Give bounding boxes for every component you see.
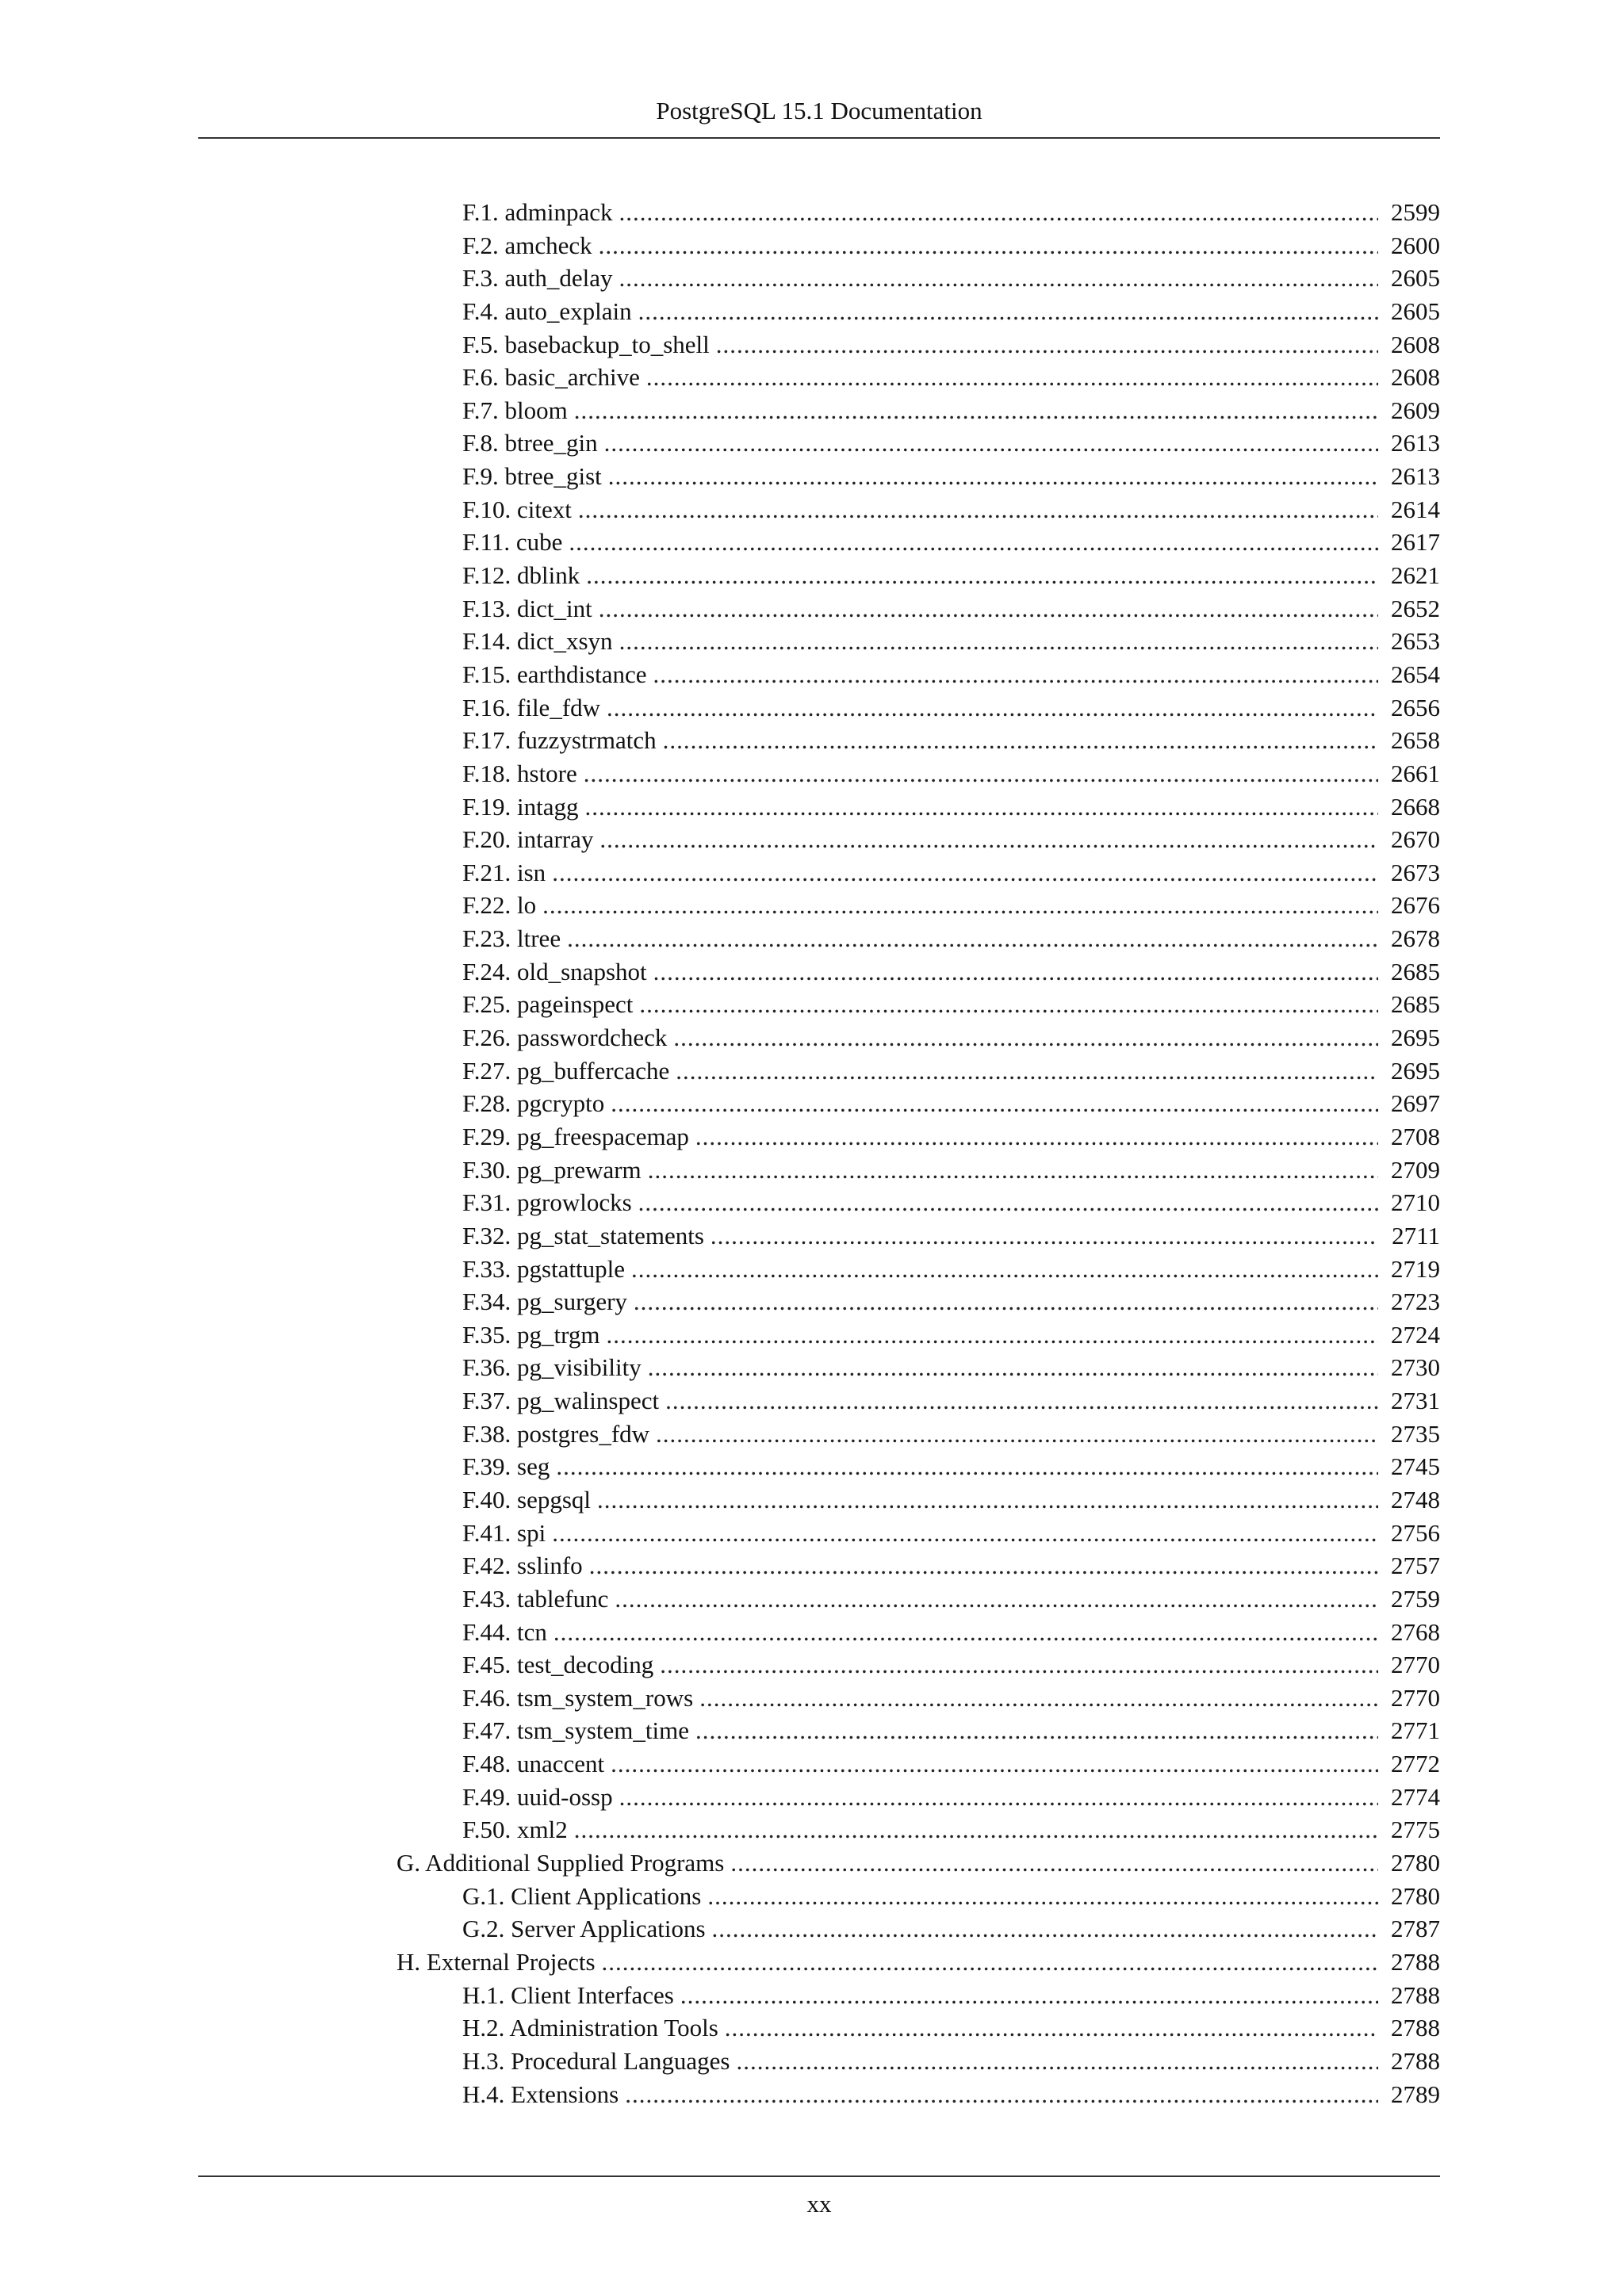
- toc-entry[interactable]: [0, 295, 1624, 328]
- toc-entry-label: F.43. tablefunc: [462, 1584, 609, 1613]
- toc-entry[interactable]: [0, 559, 1624, 592]
- toc-entry-page-number: 2759: [1391, 1584, 1440, 1613]
- toc-entry[interactable]: [0, 1120, 1624, 1154]
- toc-entry-label: F.28. pgcrypto: [462, 1089, 605, 1118]
- toc-entry[interactable]: [0, 1582, 1624, 1616]
- dot-leader: [619, 1781, 1378, 1814]
- toc-entry-page-number: 2676: [1391, 891, 1440, 920]
- toc-entry-page-number: 2609: [1391, 396, 1440, 424]
- dot-leader: [676, 1054, 1378, 1088]
- toc-entry[interactable]: [0, 889, 1624, 922]
- toc-entry[interactable]: [0, 361, 1624, 394]
- toc-entry[interactable]: [0, 1714, 1624, 1747]
- toc-entry-page-number: 2768: [1391, 1617, 1440, 1646]
- toc-entry-page-number: 2719: [1391, 1254, 1440, 1283]
- toc-entry-label: F.44. tcn: [462, 1617, 547, 1646]
- toc-entry-label: F.20. intarray: [462, 825, 594, 854]
- dot-leader: [634, 1285, 1378, 1318]
- dot-leader: [653, 955, 1378, 989]
- toc-entry[interactable]: [0, 196, 1624, 229]
- toc-entry-page-number: 2709: [1391, 1155, 1440, 1184]
- toc-entry[interactable]: [0, 1450, 1624, 1483]
- toc-entry-label: F.35. pg_trgm: [462, 1320, 600, 1349]
- toc-entry[interactable]: [0, 658, 1624, 691]
- toc-entry[interactable]: [0, 1517, 1624, 1550]
- toc-entry[interactable]: [0, 1318, 1624, 1352]
- toc-entry-label: F.26. passwordcheck: [462, 1024, 668, 1052]
- dot-leader: [615, 1582, 1378, 1616]
- toc-entry-page-number: 2670: [1391, 825, 1440, 854]
- toc-entry-label: F.27. pg_buffercache: [462, 1056, 670, 1085]
- toc-entry[interactable]: [0, 493, 1624, 526]
- toc-entry-page-number: 2772: [1391, 1750, 1440, 1778]
- toc-entry-label: G. Additional Supplied Programs: [396, 1849, 725, 1877]
- toc-entry[interactable]: [0, 1880, 1624, 1913]
- toc-entry[interactable]: [0, 427, 1624, 460]
- toc-entry-page-number: 2708: [1391, 1122, 1440, 1150]
- toc-entry[interactable]: [0, 1483, 1624, 1517]
- toc-entry-label: F.7. bloom: [462, 396, 568, 424]
- toc-entry[interactable]: [0, 691, 1624, 725]
- toc-entry-page-number: 2614: [1391, 495, 1440, 523]
- dot-leader: [638, 295, 1378, 328]
- toc-entry-label: F.3. auth_delay: [462, 264, 613, 293]
- toc-entry-label: F.16. file_fdw: [462, 693, 601, 721]
- toc-entry-label: F.45. test_decoding: [462, 1651, 654, 1679]
- dot-leader: [656, 1418, 1378, 1451]
- toc-entry[interactable]: [0, 1846, 1624, 1880]
- toc-entry-page-number: 2613: [1391, 429, 1440, 457]
- toc-entry-page-number: 2613: [1391, 462, 1440, 491]
- dot-leader: [599, 229, 1378, 262]
- dot-leader: [602, 1946, 1378, 1979]
- toc-entry[interactable]: [0, 1946, 1624, 1979]
- toc-entry-label: F.25. pageinspect: [462, 990, 634, 1019]
- toc-entry[interactable]: [0, 1087, 1624, 1120]
- toc-entry-label: H.2. Administration Tools: [462, 2014, 718, 2042]
- toc-entry-page-number: 2656: [1391, 693, 1440, 721]
- toc-entry[interactable]: [0, 1549, 1624, 1582]
- toc-entry-page-number: 2756: [1391, 1518, 1440, 1547]
- toc-entry-page-number: 2771: [1391, 1716, 1440, 1745]
- toc-entry-page-number: 2652: [1391, 594, 1440, 622]
- dot-leader: [552, 1517, 1378, 1550]
- toc-entry-page-number: 2724: [1391, 1320, 1440, 1349]
- toc-entry[interactable]: [0, 823, 1624, 856]
- dot-leader: [625, 2078, 1378, 2111]
- toc-entry-page-number: 2697: [1391, 1089, 1440, 1118]
- dot-leader: [586, 559, 1378, 592]
- toc-entry-page-number: 2608: [1391, 363, 1440, 392]
- toc-entry-label: F.33. pgstattuple: [462, 1254, 626, 1283]
- toc-entry-label: F.36. pg_visibility: [462, 1353, 642, 1382]
- toc-entry-label: F.12. dblink: [462, 561, 580, 590]
- toc-entry-page-number: 2770: [1391, 1651, 1440, 1679]
- dot-leader: [660, 1648, 1378, 1682]
- dot-leader: [699, 1682, 1378, 1715]
- dot-leader: [673, 1021, 1378, 1054]
- dot-leader: [553, 1616, 1378, 1649]
- toc-entry-page-number: 2673: [1391, 858, 1440, 886]
- toc-entry-page-number: 2658: [1391, 726, 1440, 755]
- toc-entry[interactable]: [0, 592, 1624, 626]
- toc-entry-label: F.32. pg_stat_statements: [462, 1221, 704, 1249]
- toc-entry-label: F.2. amcheck: [462, 231, 592, 259]
- toc-entry-page-number: 2780: [1391, 1849, 1440, 1877]
- toc-entry-label: F.42. sslinfo: [462, 1552, 583, 1580]
- toc-entry-label: F.49. uuid-ossp: [462, 1782, 613, 1811]
- toc-entry-label: F.23. ltree: [462, 924, 561, 953]
- toc-entry[interactable]: [0, 262, 1624, 295]
- toc-entry[interactable]: [0, 1418, 1624, 1451]
- toc-entry-label: F.1. adminpack: [462, 198, 613, 226]
- toc-entry[interactable]: [0, 1186, 1624, 1219]
- toc-entry-page-number: 2695: [1391, 1024, 1440, 1052]
- toc-entry-page-number: 2605: [1391, 297, 1440, 325]
- toc-entry-page-number: 2787: [1391, 1915, 1440, 1943]
- dot-leader: [607, 691, 1378, 725]
- toc-entry-page-number: 2685: [1391, 990, 1440, 1019]
- toc-entry-page-number: 2668: [1391, 792, 1440, 821]
- dot-leader: [604, 427, 1378, 460]
- toc-entry[interactable]: [0, 1781, 1624, 1814]
- toc-entry-page-number: 2608: [1391, 330, 1440, 358]
- toc-entry-page-number: 2621: [1391, 561, 1440, 590]
- toc-entry[interactable]: [0, 1285, 1624, 1318]
- toc-entry-label: F.21. isn: [462, 858, 546, 886]
- toc-entry-label: F.29. pg_freespacemap: [462, 1122, 689, 1150]
- dot-leader: [663, 724, 1378, 757]
- toc-entry-page-number: 2774: [1391, 1782, 1440, 1811]
- toc-entry-label: F.11. cube: [462, 528, 563, 557]
- toc-entry-label: F.34. pg_surgery: [462, 1288, 627, 1316]
- toc-entry-page-number: 2788: [1391, 1947, 1440, 1976]
- dot-leader: [648, 1154, 1378, 1187]
- toc-entry[interactable]: [0, 1054, 1624, 1088]
- dot-leader: [653, 658, 1378, 691]
- toc-entry-label: F.24. old_snapshot: [462, 957, 647, 985]
- toc-entry-page-number: 2748: [1391, 1485, 1440, 1513]
- toc-entry-label: F.22. lo: [462, 891, 537, 920]
- toc-entry-label: F.8. btree_gin: [462, 429, 598, 457]
- dot-leader: [611, 1087, 1378, 1120]
- toc-entry-label: H.3. Procedural Languages: [462, 2046, 730, 2075]
- toc-entry-label: F.38. postgres_fdw: [462, 1419, 650, 1448]
- toc-entry-page-number: 2695: [1391, 1056, 1440, 1085]
- toc-entry-label: H.1. Client Interfaces: [462, 1980, 674, 2009]
- toc-entry[interactable]: [0, 2045, 1624, 2078]
- table-of-contents: [0, 196, 1624, 2110]
- toc-entry-page-number: 2730: [1391, 1353, 1440, 1382]
- toc-entry-page-number: 2654: [1391, 660, 1440, 688]
- dot-leader: [631, 1253, 1378, 1286]
- toc-entry[interactable]: [0, 2078, 1624, 2111]
- dot-leader: [730, 1846, 1378, 1880]
- toc-entry[interactable]: [0, 328, 1624, 362]
- toc-entry-page-number: 2723: [1391, 1288, 1440, 1316]
- toc-entry-label: H. External Projects: [396, 1947, 596, 1976]
- dot-leader: [608, 460, 1378, 493]
- dot-leader: [597, 1483, 1378, 1517]
- toc-entry[interactable]: [0, 1219, 1624, 1253]
- toc-entry-page-number: 2600: [1391, 231, 1440, 259]
- dot-leader: [574, 1813, 1378, 1846]
- toc-entry-label: F.50. xml2: [462, 1816, 568, 1844]
- toc-entry-page-number: 2789: [1391, 2080, 1440, 2108]
- toc-entry[interactable]: [0, 1747, 1624, 1781]
- header-rule: [198, 137, 1440, 139]
- toc-entry-label: F.6. basic_archive: [462, 363, 640, 392]
- dot-leader: [619, 196, 1378, 229]
- toc-entry-label: F.31. pgrowlocks: [462, 1188, 632, 1217]
- dot-leader: [680, 1979, 1378, 2012]
- page-number: xx: [806, 2190, 832, 2218]
- dot-leader: [665, 1384, 1378, 1418]
- dot-leader: [648, 1351, 1378, 1384]
- dot-leader: [707, 1880, 1378, 1913]
- toc-entry[interactable]: [0, 955, 1624, 989]
- toc-entry[interactable]: [0, 526, 1624, 559]
- toc-entry-page-number: 2653: [1391, 627, 1440, 656]
- dot-leader: [552, 856, 1378, 890]
- dot-leader: [567, 922, 1378, 955]
- dot-leader: [695, 1714, 1378, 1747]
- toc-entry-label: F.19. intagg: [462, 792, 579, 821]
- toc-entry-label: F.9. btree_gist: [462, 462, 602, 491]
- toc-entry[interactable]: [0, 1616, 1624, 1649]
- toc-entry[interactable]: [0, 229, 1624, 262]
- dot-leader: [599, 823, 1378, 856]
- toc-entry[interactable]: [0, 790, 1624, 824]
- footer-rule: [198, 2175, 1440, 2177]
- toc-entry-page-number: 2770: [1391, 1683, 1440, 1712]
- dot-leader: [589, 1549, 1378, 1582]
- toc-entry[interactable]: [0, 625, 1624, 658]
- toc-entry-label: F.41. spi: [462, 1518, 546, 1547]
- toc-entry-page-number: 2780: [1391, 1881, 1440, 1910]
- dot-leader: [569, 526, 1378, 559]
- toc-entry-page-number: 2745: [1391, 1452, 1440, 1481]
- dot-leader: [716, 328, 1378, 362]
- toc-entry-page-number: 2757: [1391, 1552, 1440, 1580]
- dot-leader: [695, 1120, 1378, 1154]
- toc-entry[interactable]: [0, 460, 1624, 493]
- toc-entry-page-number: 2788: [1391, 1980, 1440, 2009]
- toc-entry-page-number: 2685: [1391, 957, 1440, 985]
- toc-entry-label: F.37. pg_walinspect: [462, 1387, 660, 1415]
- dot-leader: [574, 394, 1378, 427]
- toc-entry-label: F.14. dict_xsyn: [462, 627, 613, 656]
- toc-entry-page-number: 2788: [1391, 2046, 1440, 2075]
- toc-entry-label: F.4. auto_explain: [462, 297, 632, 325]
- toc-entry-label: F.13. dict_int: [462, 594, 592, 622]
- toc-entry-page-number: 2599: [1391, 198, 1440, 226]
- toc-entry[interactable]: [0, 1813, 1624, 1846]
- toc-entry-label: F.15. earthdistance: [462, 660, 647, 688]
- toc-entry-label: F.17. fuzzystrmatch: [462, 726, 657, 755]
- toc-entry[interactable]: [0, 394, 1624, 427]
- toc-entry[interactable]: [0, 1979, 1624, 2012]
- dot-leader: [725, 2011, 1378, 2045]
- toc-entry-label: F.5. basebackup_to_shell: [462, 330, 710, 358]
- toc-entry[interactable]: [0, 1648, 1624, 1682]
- toc-entry[interactable]: [0, 1154, 1624, 1187]
- toc-entry-page-number: 2661: [1391, 759, 1440, 787]
- toc-entry-page-number: 2710: [1391, 1188, 1440, 1217]
- dot-leader: [578, 493, 1378, 526]
- toc-entry-label: F.48. unaccent: [462, 1750, 605, 1778]
- toc-entry-label: G.1. Client Applications: [462, 1881, 702, 1910]
- toc-entry[interactable]: [0, 856, 1624, 890]
- toc-entry-label: F.40. sepgsql: [462, 1485, 592, 1513]
- dot-leader: [638, 1186, 1378, 1219]
- toc-entry-page-number: 2775: [1391, 1816, 1440, 1844]
- toc-entry[interactable]: [0, 1021, 1624, 1054]
- dot-leader: [710, 1219, 1378, 1253]
- toc-entry-label: F.30. pg_prewarm: [462, 1155, 642, 1184]
- toc-entry-page-number: 2678: [1391, 924, 1440, 953]
- toc-entry[interactable]: [0, 1253, 1624, 1286]
- toc-entry[interactable]: [0, 2011, 1624, 2045]
- toc-entry-page-number: 2731: [1391, 1387, 1440, 1415]
- dot-leader: [585, 790, 1379, 824]
- toc-entry-label: G.2. Server Applications: [462, 1915, 706, 1943]
- toc-entry[interactable]: [0, 1912, 1624, 1946]
- toc-entry[interactable]: [0, 1384, 1624, 1418]
- dot-leader: [542, 889, 1378, 922]
- toc-entry[interactable]: [0, 1682, 1624, 1715]
- dot-leader: [639, 988, 1378, 1021]
- toc-entry-label: F.39. seg: [462, 1452, 550, 1481]
- dot-leader: [619, 262, 1378, 295]
- toc-entry-page-number: 2605: [1391, 264, 1440, 293]
- toc-entry-label: F.10. citext: [462, 495, 572, 523]
- toc-entry-page-number: 2617: [1391, 528, 1440, 557]
- toc-entry[interactable]: [0, 724, 1624, 757]
- dot-leader: [712, 1912, 1378, 1946]
- dot-leader: [556, 1450, 1378, 1483]
- toc-entry-page-number: 2735: [1391, 1419, 1440, 1448]
- toc-entry-page-number: 2788: [1391, 2014, 1440, 2042]
- dot-leader: [599, 592, 1378, 626]
- toc-entry-label: F.46. tsm_system_rows: [462, 1683, 694, 1712]
- toc-entry[interactable]: [0, 922, 1624, 955]
- dot-leader: [584, 757, 1378, 790]
- dot-leader: [646, 361, 1378, 394]
- dot-leader: [619, 625, 1378, 658]
- toc-entry-page-number: 2711: [1392, 1221, 1440, 1249]
- toc-entry[interactable]: [0, 1351, 1624, 1384]
- toc-entry-label: F.18. hstore: [462, 759, 577, 787]
- toc-entry[interactable]: [0, 757, 1624, 790]
- toc-entry-label: H.4. Extensions: [462, 2080, 619, 2108]
- page-header-title: PostgreSQL 15.1 Documentation: [656, 97, 982, 124]
- dot-leader: [736, 2045, 1378, 2078]
- toc-entry-label: F.47. tsm_system_time: [462, 1716, 690, 1745]
- toc-entry[interactable]: [0, 988, 1624, 1021]
- dot-leader: [607, 1318, 1379, 1352]
- dot-leader: [611, 1747, 1378, 1781]
